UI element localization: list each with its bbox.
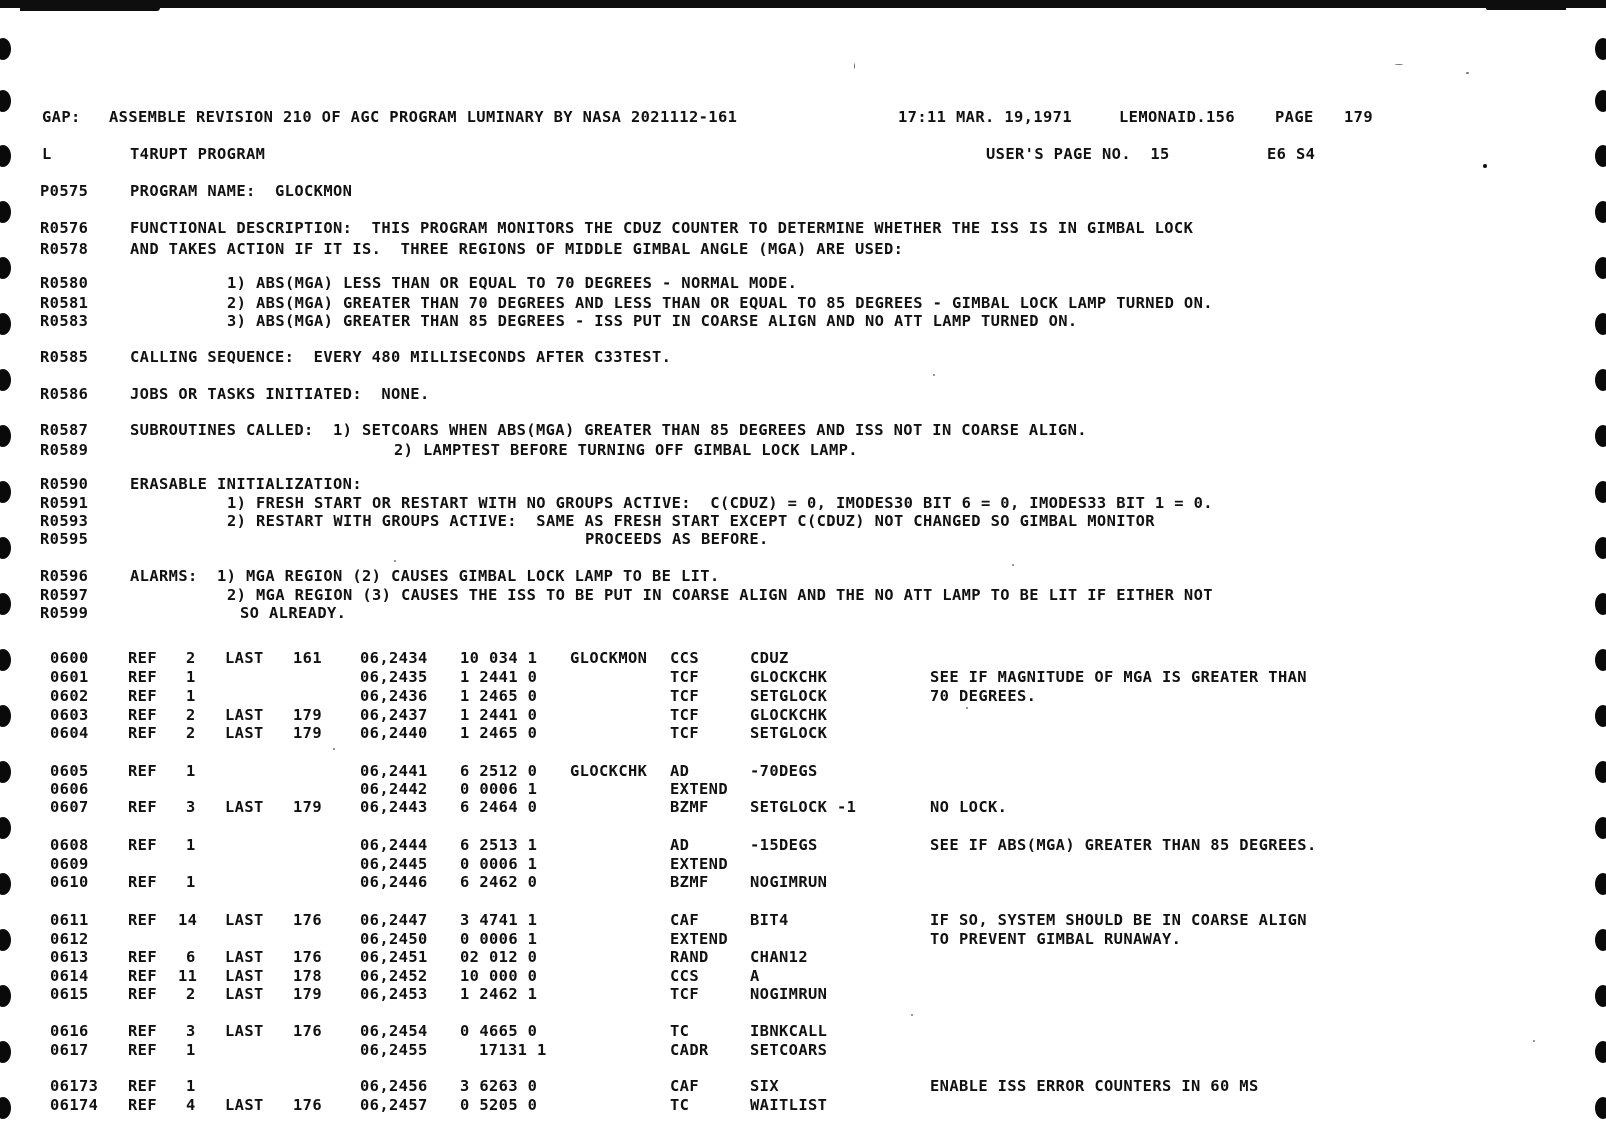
ref-count: 1 — [186, 668, 196, 686]
last-page: 176 — [293, 948, 322, 966]
remark-text: 2) RESTART WITH GROUPS ACTIVE: SAME AS FRESH START EXCEPT C(CDUZ) NOT CHANGED SO GIMBAL MONITOR — [227, 512, 1155, 530]
remark-line — [0, 240, 1606, 258]
code-line — [0, 687, 1606, 705]
operand: SETGLOCK -1 — [750, 798, 857, 816]
octal-word: 3 4741 1 — [460, 911, 538, 929]
code-line-number: 0616 — [50, 1022, 89, 1040]
opcode: CCS — [670, 967, 699, 985]
octal-word: 0 0006 1 — [460, 930, 538, 948]
last-marker: LAST — [225, 1096, 264, 1114]
print-speck — [1533, 1040, 1535, 1042]
listing-subheader — [0, 145, 1606, 163]
ref-marker: REF — [128, 649, 157, 667]
ref-marker: REF — [128, 762, 157, 780]
ref-count: 3 — [186, 1022, 196, 1040]
remark-text: 1) ABS(MGA) LESS THAN OR EQUAL TO 70 DEGREES - NORMAL MODE. — [227, 274, 798, 292]
code-comment: TO PREVENT GIMBAL RUNAWAY. — [930, 930, 1182, 948]
section-code: E6 S4 — [1267, 145, 1316, 163]
ref-count: 4 — [186, 1096, 196, 1114]
last-marker: LAST — [225, 1022, 264, 1040]
remark-line-number: R0599 — [40, 604, 89, 622]
remark-line — [0, 294, 1606, 312]
code-line-number: 0609 — [50, 855, 89, 873]
operand: CDUZ — [750, 649, 789, 667]
print-speck — [1395, 64, 1403, 65]
ref-count: 14 — [178, 911, 198, 929]
remark-text: ALARMS: 1) MGA REGION (2) CAUSES GIMBAL LOCK LAMP TO BE LIT. — [130, 567, 720, 585]
ref-marker: REF — [128, 706, 157, 724]
memory-address: 06,2437 — [360, 706, 428, 724]
opcode: AD — [670, 836, 690, 854]
octal-word: 1 2441 0 — [460, 668, 538, 686]
opcode: CAF — [670, 1077, 699, 1095]
code-line-number: 06173 — [50, 1077, 99, 1095]
ref-marker: REF — [128, 687, 157, 705]
code-comment: SEE IF ABS(MGA) GREATER THAN 85 DEGREES. — [930, 836, 1317, 854]
opcode: TCF — [670, 724, 699, 742]
octal-word: 0 0006 1 — [460, 855, 538, 873]
last-page: 176 — [293, 911, 322, 929]
ref-count: 2 — [186, 724, 196, 742]
octal-word: 10 000 0 — [460, 967, 538, 985]
opcode: EXTEND — [670, 930, 728, 948]
memory-address: 06,2455 — [360, 1041, 428, 1059]
remark-line — [0, 274, 1606, 292]
last-marker: LAST — [225, 967, 264, 985]
memory-address: 06,2453 — [360, 985, 428, 1003]
operand: -15DEGS — [750, 836, 818, 854]
gap-label: GAP: — [42, 108, 81, 126]
operand: NOGIMRUN — [750, 985, 828, 1003]
code-line — [0, 649, 1606, 667]
memory-address: 06,2451 — [360, 948, 428, 966]
last-page: 178 — [293, 967, 322, 985]
code-line-number: 0610 — [50, 873, 89, 891]
code-line-number: 0602 — [50, 687, 89, 705]
memory-address: 06,2445 — [360, 855, 428, 873]
remark-line-number: R0578 — [40, 240, 89, 258]
ref-marker: REF — [128, 798, 157, 816]
code-line — [0, 930, 1606, 948]
opcode: TC — [670, 1096, 690, 1114]
opcode: BZMF — [670, 873, 709, 891]
code-line — [0, 873, 1606, 891]
memory-address: 06,2443 — [360, 798, 428, 816]
memory-address: 06,2442 — [360, 780, 428, 798]
ref-count: 6 — [186, 948, 196, 966]
print-speck — [1483, 164, 1487, 168]
remark-line — [0, 385, 1606, 403]
print-speck — [911, 1014, 913, 1016]
memory-address: 06,2436 — [360, 687, 428, 705]
memory-address: 06,2450 — [360, 930, 428, 948]
octal-word: 1 2462 1 — [460, 985, 538, 1003]
operand: SETGLOCK — [750, 687, 828, 705]
opcode: CADR — [670, 1041, 709, 1059]
remark-text: 1) FRESH START OR RESTART WITH NO GROUPS ACTIVE: C(CDUZ) = 0, IMODES30 BIT 6 = 0, IMODES33 BIT 1 = 0. — [227, 494, 1213, 512]
opcode: CAF — [670, 911, 699, 929]
code-comment: 70 DEGREES. — [930, 687, 1037, 705]
last-marker: LAST — [225, 706, 264, 724]
assembly-title: ASSEMBLE REVISION 210 OF AGC PROGRAM LUMINARY BY NASA 2021112-161 — [109, 108, 738, 126]
remark-line — [0, 421, 1606, 439]
remark-text: FUNCTIONAL DESCRIPTION: THIS PROGRAM MONITORS THE CDUZ COUNTER TO DETERMINE WHETHER THE ISS IS IN GIMBAL LOCK — [130, 219, 1194, 237]
octal-word: 10 034 1 — [460, 649, 538, 667]
octal-word: 6 2512 0 — [460, 762, 538, 780]
remark-line-number: R0585 — [40, 348, 89, 366]
code-comment: NO LOCK. — [930, 798, 1008, 816]
opcode: TCF — [670, 706, 699, 724]
remark-line — [0, 312, 1606, 330]
octal-word: 1 2465 0 — [460, 687, 538, 705]
page-number: 179 — [1344, 108, 1373, 126]
last-marker: LAST — [225, 798, 264, 816]
code-line-number: 0613 — [50, 948, 89, 966]
remark-line-number: R0589 — [40, 441, 89, 459]
operand: SETCOARS — [750, 1041, 828, 1059]
octal-word: 17131 1 — [479, 1041, 547, 1059]
remark-text: ERASABLE INITIALIZATION: — [130, 475, 362, 493]
assembly-timestamp: 17:11 MAR. 19,1971 — [898, 108, 1072, 126]
remark-line-number: R0595 — [40, 530, 89, 548]
code-line-number: 0607 — [50, 798, 89, 816]
code-line — [0, 1041, 1606, 1059]
ref-count: 1 — [186, 836, 196, 854]
remark-line — [0, 182, 1606, 200]
operand: A — [750, 967, 760, 985]
octal-word: 0 0006 1 — [460, 780, 538, 798]
opcode: EXTEND — [670, 855, 728, 873]
ref-count: 1 — [186, 873, 196, 891]
last-page: 176 — [293, 1096, 322, 1114]
remark-line — [0, 530, 1606, 548]
remark-line-number: R0581 — [40, 294, 89, 312]
last-page: 176 — [293, 1022, 322, 1040]
last-marker: LAST — [225, 985, 264, 1003]
remark-line — [0, 604, 1606, 622]
print-speck — [333, 748, 335, 750]
code-line — [0, 780, 1606, 798]
operand: IBNKCALL — [750, 1022, 828, 1040]
remark-line-number: R0593 — [40, 512, 89, 530]
ref-count: 2 — [186, 985, 196, 1003]
remark-line — [0, 567, 1606, 585]
last-marker: LAST — [225, 911, 264, 929]
memory-address: 06,2454 — [360, 1022, 428, 1040]
code-line — [0, 762, 1606, 780]
code-line-number: 0614 — [50, 967, 89, 985]
code-comment: SEE IF MAGNITUDE OF MGA IS GREATER THAN — [930, 668, 1307, 686]
operand: BIT4 — [750, 911, 789, 929]
memory-address: 06,2447 — [360, 911, 428, 929]
remark-line — [0, 586, 1606, 604]
code-line-number: 0605 — [50, 762, 89, 780]
remark-text: CALLING SEQUENCE: EVERY 480 MILLISECONDS AFTER C33TEST. — [130, 348, 672, 366]
remark-line-number: R0586 — [40, 385, 89, 403]
code-comment: ENABLE ISS ERROR COUNTERS IN 60 MS — [930, 1077, 1259, 1095]
operand: SIX — [750, 1077, 779, 1095]
remark-line — [0, 348, 1606, 366]
ref-marker: REF — [128, 948, 157, 966]
operand: SETGLOCK — [750, 724, 828, 742]
ref-marker: REF — [128, 985, 157, 1003]
opcode: TC — [670, 1022, 690, 1040]
opcode: RAND — [670, 948, 709, 966]
octal-word: 0 5205 0 — [460, 1096, 538, 1114]
log-section-marker: L — [42, 145, 52, 163]
listing-header — [0, 108, 1606, 126]
print-speck — [1012, 564, 1014, 566]
remark-line-number: R0583 — [40, 312, 89, 330]
ref-marker: REF — [128, 1041, 157, 1059]
code-line-number: 0617 — [50, 1041, 89, 1059]
code-line-number: 0611 — [50, 911, 89, 929]
opcode: TCF — [670, 668, 699, 686]
users-page-number: USER'S PAGE NO. 15 — [986, 145, 1170, 163]
remark-text: PROGRAM NAME: GLOCKMON — [130, 182, 353, 200]
octal-word: 6 2513 1 — [460, 836, 538, 854]
octal-word: 6 2462 0 — [460, 873, 538, 891]
opcode: TCF — [670, 687, 699, 705]
remark-line — [0, 494, 1606, 512]
listing-id: LEMONAID.156 — [1119, 108, 1235, 126]
ref-marker: REF — [128, 1022, 157, 1040]
last-page: 179 — [293, 724, 322, 742]
code-line — [0, 706, 1606, 724]
octal-word: 6 2464 0 — [460, 798, 538, 816]
ref-count: 1 — [186, 762, 196, 780]
last-page: 179 — [293, 985, 322, 1003]
opcode: EXTEND — [670, 780, 728, 798]
remark-text: 2) ABS(MGA) GREATER THAN 70 DEGREES AND LESS THAN OR EQUAL TO 85 DEGREES - GIMBAL LOCK LAMP TURNED ON. — [227, 294, 1213, 312]
remark-line — [0, 512, 1606, 530]
ref-marker: REF — [128, 724, 157, 742]
ref-marker: REF — [128, 911, 157, 929]
last-page: 161 — [293, 649, 322, 667]
remark-text: JOBS OR TASKS INITIATED: NONE. — [130, 385, 430, 403]
remark-line-number: R0590 — [40, 475, 89, 493]
last-page: 179 — [293, 798, 322, 816]
code-line — [0, 724, 1606, 742]
operand: GLOCKCHK — [750, 668, 828, 686]
code-line — [0, 855, 1606, 873]
remark-text: SUBROUTINES CALLED: 1) SETCOARS WHEN ABS(MGA) GREATER THAN 85 DEGREES AND ISS NOT IN COARSE ALIGN. — [130, 421, 1087, 439]
last-marker: LAST — [225, 724, 264, 742]
remark-line-number: R0580 — [40, 274, 89, 292]
print-speck — [854, 63, 855, 69]
remark-text: AND TAKES ACTION IF IT IS. THREE REGIONS OF MIDDLE GIMBAL ANGLE (MGA) ARE USED: — [130, 240, 904, 258]
code-line — [0, 911, 1606, 929]
operand: WAITLIST — [750, 1096, 828, 1114]
remark-line-number: P0575 — [40, 182, 89, 200]
code-line — [0, 967, 1606, 985]
opcode: AD — [670, 762, 690, 780]
ref-count: 1 — [186, 1041, 196, 1059]
memory-address: 06,2444 — [360, 836, 428, 854]
remark-text: 3) ABS(MGA) GREATER THAN 85 DEGREES - ISS PUT IN COARSE ALIGN AND NO ATT LAMP TURNED ON. — [227, 312, 1078, 330]
page-label: PAGE — [1275, 108, 1314, 126]
operand: -70DEGS — [750, 762, 818, 780]
code-label: GLOCKCHK — [570, 762, 648, 780]
memory-address: 06,2441 — [360, 762, 428, 780]
code-line — [0, 1022, 1606, 1040]
memory-address: 06,2435 — [360, 668, 428, 686]
code-line — [0, 948, 1606, 966]
code-label: GLOCKMON — [570, 649, 648, 667]
code-line — [0, 1096, 1606, 1114]
print-speck — [933, 374, 935, 376]
code-line-number: 0606 — [50, 780, 89, 798]
code-line-number: 0608 — [50, 836, 89, 854]
memory-address: 06,2446 — [360, 873, 428, 891]
last-marker: LAST — [225, 948, 264, 966]
ref-marker: REF — [128, 668, 157, 686]
code-line-number: 0601 — [50, 668, 89, 686]
code-comment: IF SO, SYSTEM SHOULD BE IN COARSE ALIGN — [930, 911, 1307, 929]
code-line-number: 0612 — [50, 930, 89, 948]
ref-count: 3 — [186, 798, 196, 816]
opcode: CCS — [670, 649, 699, 667]
print-speck — [1466, 72, 1469, 74]
remark-line-number: R0576 — [40, 219, 89, 237]
octal-word: 0 4665 0 — [460, 1022, 538, 1040]
ref-count: 2 — [186, 706, 196, 724]
operand: GLOCKCHK — [750, 706, 828, 724]
remark-text: SO ALREADY. — [240, 604, 347, 622]
code-line — [0, 985, 1606, 1003]
code-line — [0, 1077, 1606, 1095]
remark-line-number: R0591 — [40, 494, 89, 512]
octal-word: 3 6263 0 — [460, 1077, 538, 1095]
code-line-number: 06174 — [50, 1096, 99, 1114]
memory-address: 06,2440 — [360, 724, 428, 742]
code-line-number: 0603 — [50, 706, 89, 724]
remark-line-number: R0596 — [40, 567, 89, 585]
code-line-number: 0615 — [50, 985, 89, 1003]
octal-word: 02 012 0 — [460, 948, 538, 966]
code-line-number: 0604 — [50, 724, 89, 742]
octal-word: 1 2441 0 — [460, 706, 538, 724]
remark-line-number: R0597 — [40, 586, 89, 604]
remark-text: 2) LAMPTEST BEFORE TURNING OFF GIMBAL LOCK LAMP. — [394, 441, 858, 459]
memory-address: 06,2456 — [360, 1077, 428, 1095]
ref-count: 2 — [186, 649, 196, 667]
code-line — [0, 836, 1606, 854]
ref-marker: REF — [128, 1077, 157, 1095]
ref-marker: REF — [128, 873, 157, 891]
print-speck — [966, 707, 968, 709]
remark-text: PROCEEDS AS BEFORE. — [585, 530, 769, 548]
ref-count: 1 — [186, 1077, 196, 1095]
memory-address: 06,2452 — [360, 967, 428, 985]
ref-count: 1 — [186, 687, 196, 705]
operand: NOGIMRUN — [750, 873, 828, 891]
octal-word: 1 2465 0 — [460, 724, 538, 742]
ref-count: 11 — [178, 967, 198, 985]
last-page: 179 — [293, 706, 322, 724]
opcode: TCF — [670, 985, 699, 1003]
last-marker: LAST — [225, 649, 264, 667]
print-speck — [394, 560, 396, 562]
code-line-number: 0600 — [50, 649, 89, 667]
remark-line — [0, 475, 1606, 493]
remark-line — [0, 219, 1606, 237]
code-line — [0, 668, 1606, 686]
operand: CHAN12 — [750, 948, 808, 966]
opcode: BZMF — [670, 798, 709, 816]
remark-text: 2) MGA REGION (3) CAUSES THE ISS TO BE PUT IN COARSE ALIGN AND THE NO ATT LAMP TO BE LIT IF EITHER NOT — [227, 586, 1213, 604]
memory-address: 06,2434 — [360, 649, 428, 667]
ref-marker: REF — [128, 1096, 157, 1114]
ref-marker: REF — [128, 967, 157, 985]
program-section-title: T4RUPT PROGRAM — [130, 145, 266, 163]
remark-line-number: R0587 — [40, 421, 89, 439]
ref-marker: REF — [128, 836, 157, 854]
memory-address: 06,2457 — [360, 1096, 428, 1114]
remark-line — [0, 441, 1606, 459]
code-line — [0, 798, 1606, 816]
